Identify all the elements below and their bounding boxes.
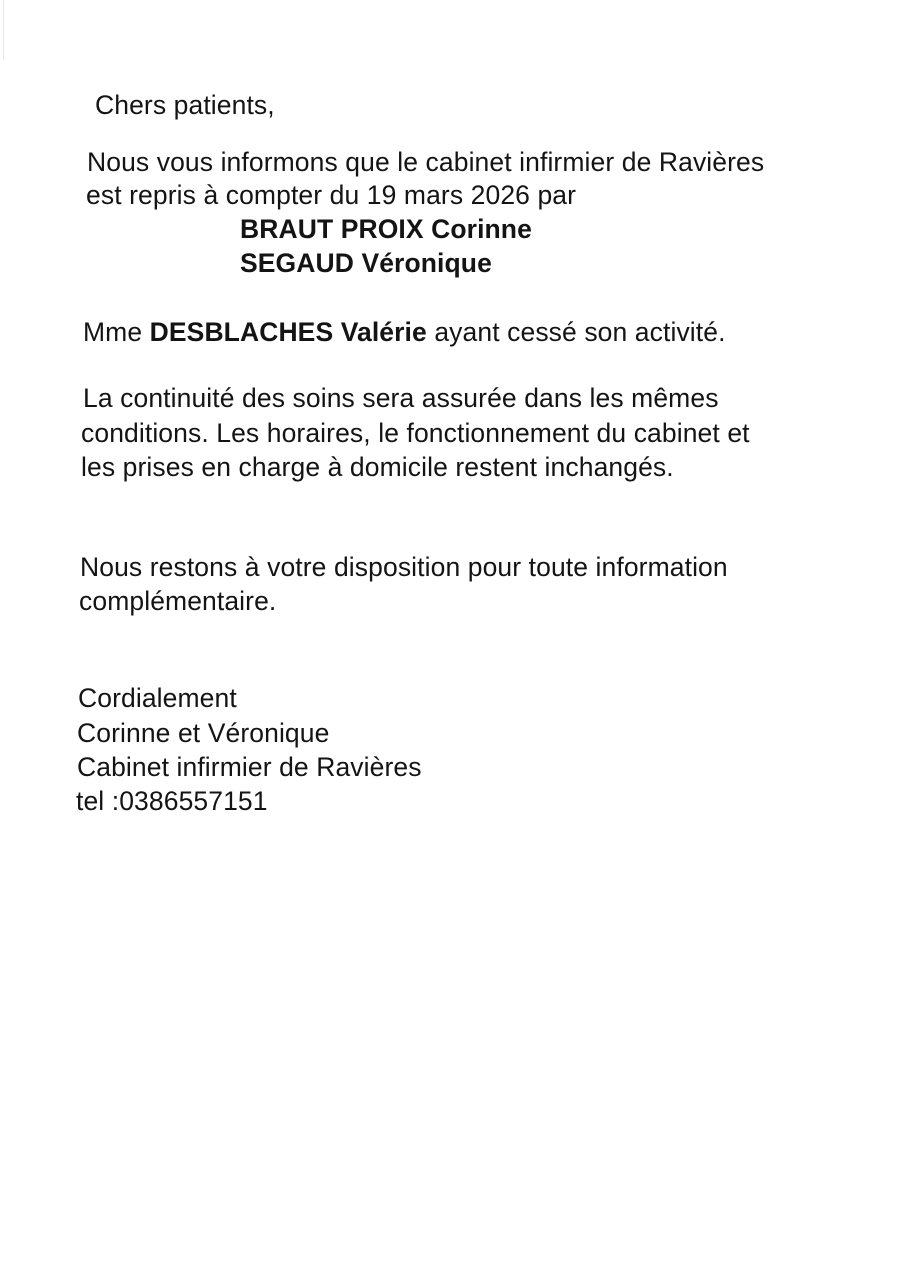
signature-names: Corinne et Véronique [77, 718, 330, 748]
new-nurse-2: SEGAUD Véronique [240, 248, 492, 278]
intro-line-1: Nous vous informons que le cabinet infirmier de Ravières [87, 147, 765, 177]
continuity-line-1: La continuité des soins sera assurée dans les mêmes [83, 383, 719, 413]
availability-line-1: Nous restons à votre disposition pour toute information [80, 552, 728, 582]
former-suffix: ayant cessé son activité. [426, 317, 726, 347]
continuity-line-3: les prises en charge à domicile restent inchangés. [81, 452, 674, 482]
signature-phone: tel :0386557151 [76, 786, 268, 816]
availability-line-2: complémentaire. [79, 586, 277, 616]
scan-edge [3, 0, 4, 60]
closing: Cordialement [78, 683, 237, 713]
former-nurse-name: DESBLACHES Valérie [149, 317, 427, 347]
former-prefix: Mme [83, 317, 150, 347]
continuity-line-2: conditions. Les horaires, le fonctionnement du cabinet et [81, 418, 750, 448]
salutation: Chers patients, [95, 90, 275, 120]
former-nurse-line [83, 315, 726, 349]
new-nurse-1: BRAUT PROIX Corinne [240, 214, 532, 244]
intro-line-2: est repris à compter du 19 mars 2026 par [86, 180, 577, 210]
signature-office: Cabinet infirmier de Ravières [77, 752, 422, 782]
